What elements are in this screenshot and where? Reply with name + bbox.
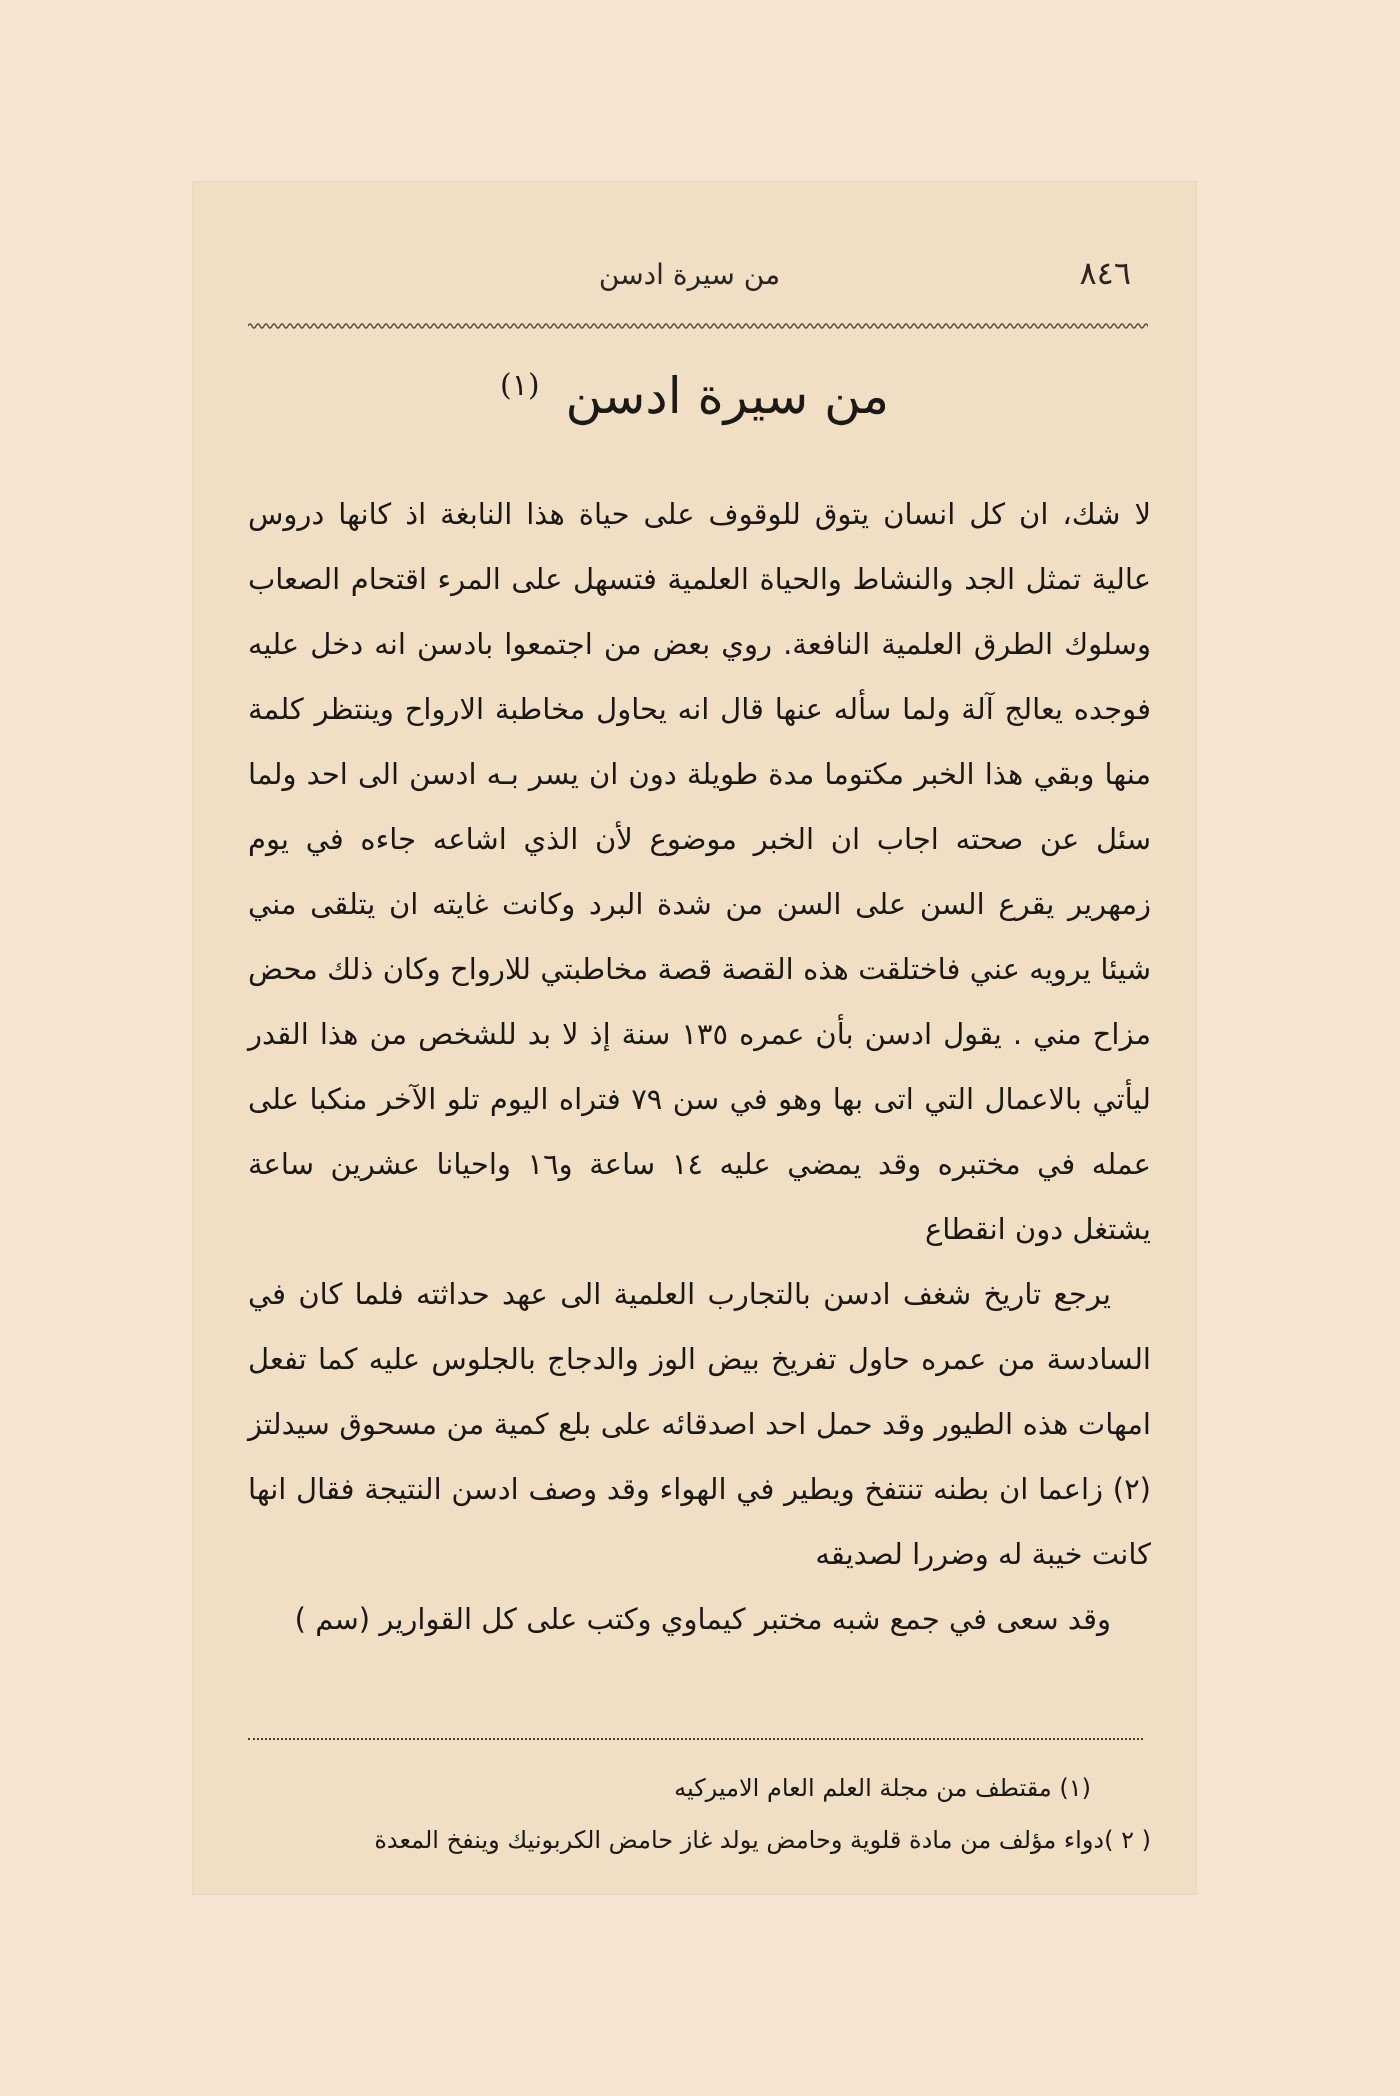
footnote: (١) مقتطف من مجلة العلم العام الاميركيه — [674, 1774, 1091, 1802]
paragraph: يرجع تاريخ شغف ادسن بالتجارب العلمية الى عهد حداثته فلما كان في السادسة من عمره حاول تفريخ بيض الوز والدجاج بالجلوس عليه كما تفعل امهات هذه الطيور وقد حمل احد اصدقائه على بلع كمية من مسحوق سيدلتز (٢) زاعما ان بطنه تنتفخ ويطير في الهواء وقد وصف ادسن النتيجة فقال انها كانت خيبة له وضررا لصديقه — [248, 1277, 1151, 1571]
wavy-divider — [248, 320, 1148, 332]
book-page — [193, 182, 1196, 1894]
footnotes — [248, 1762, 1151, 1866]
paragraph: لا شك، ان كل انسان يتوق للوقوف على حياة هذا النابغة اذ كانها دروس عالية تمثل الجد والنشاط والحياة العلمية فتسهل على المرء اقتحام الصعاب وسلوك الطرق العلمية النافعة. روي بعض من اجتمعوا بادسن انه دخل عليه فوجده يعالج آلة ولما سأله عنها قال انه يحاول مخاطبة الارواح وينتظر كلمة منها وبقي هذا الخبر مكتوما مدة طويلة دون ان يسر بـه ادسن الى احد ولما سئل عن صحته اجاب ان الخبر موضوع لأن الذي اشاعه جاءه في يوم زمهرير يقرع السن على السن من شدة البرد وكانت غايته ان يتلقى مني شيئا يرويه عني فاختلقت هذه القصة قصة مخاطبتي للارواح وكان ذلك محض مزاح مني . يقول ادسن بأن عمره ١٣٥ سنة إذ لا بد للشخص من هذا القدر ليأتي بالاعمال التي اتى بها وهو في سن ٧٩ فتراه اليوم تلو الآخر منكبا على عمله في مختبره وقد يمضي عليه ١٤ ساعة و١٦ واحيانا عشرين ساعة يشتغل دون انقطاع — [248, 497, 1151, 1246]
footnote-divider — [248, 1738, 1143, 1740]
footnote-marker: (١) — [500, 368, 540, 404]
paragraph: وقد سعى في جمع شبه مختبر كيماوي وكتب على كل القوارير (سم ) — [294, 1602, 1111, 1636]
article-title — [193, 367, 1196, 425]
article-body — [248, 482, 1151, 1652]
article-title-text: من سيرة ادسن — [565, 367, 889, 425]
running-title: من سيرة ادسن — [598, 258, 781, 291]
page-number: ٨٤٦ — [1079, 254, 1131, 292]
page-header — [248, 254, 1131, 302]
footnote: ( ٢ )دواء مؤلف من مادة قلوية وحامض يولد غاز حامض الكربونيك وينفخ المعدة — [374, 1826, 1151, 1854]
